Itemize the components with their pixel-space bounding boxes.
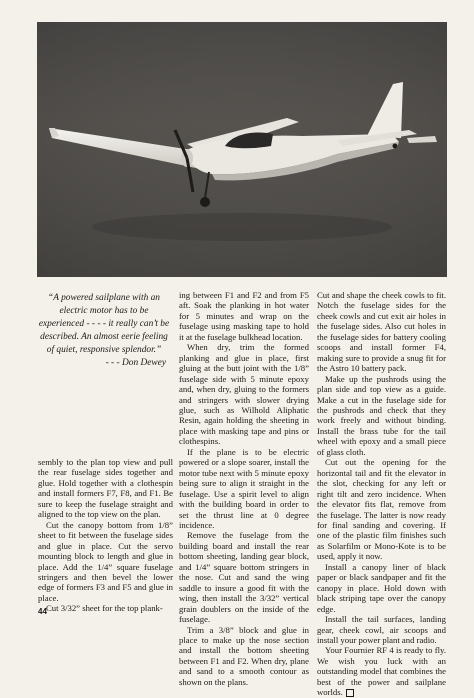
column-3-paragraph: Install a canopy liner of black paper or black sandpaper and fit the canopy in place. Hold down with black striping tape over the canopy edge. [317, 561, 446, 614]
column-3-paragraph: Make up the pushrods using the plan side and top view as a guide. Make a cut in the fuselage side for the pushrods and check that they work freely and without binding. Install the brass tube for the tail wheel with epoxy and a small piece of glass cloth. [317, 373, 446, 457]
pull-quote-text: “A powered sailplane with an electric motor has to be experienced - - - - it really can’t be described. An almost eerie feeling of quiet, responsive splendor.” [38, 293, 170, 356]
column-2-paragraph: Trim a 3/8” block and glue in place to make up the nose section and install the bottom sheeting between F1 and F2. When dry, plane and sand to a smooth contour as shown on the plans. [179, 624, 309, 687]
column-1-paragraph: sembly to the plan top view and pull the rear fuselage sides together and glue. Hold together with a clothespin and install formers F7, F8, and F1. Be sure to keep the fuselage straight and aligned to the top view on the plan. [38, 457, 173, 520]
column-3-paragraph: Install the tail surfaces, landing gear, cheek cowl, air scoops and install your power plant and radio. [317, 614, 446, 645]
column-2-paragraph: ing between F1 and F2 and from F5 aft. Soak the planking in hot water for 5 minutes and wrap on the fuselage using masking tape to hold it at the fuselage bulkhead location. [179, 290, 309, 342]
column-3-final-text: Your Fournier RF 4 is ready to fly. We wish you luck with an outstanding model that combines the best of the power and sailplane worlds. [317, 645, 446, 698]
article-column-2 [179, 290, 309, 687]
airplane-photo [37, 22, 447, 277]
column-3-paragraph: Cut and shape the cheek cowls to fit. Notch the fuselage sides for the cheek cowls and cut exit air holes in the fuselage sides. Also cut holes in the fuselage sides for battery cooling scoops and install former F4, making sure to provide a snug fit for the Astro 10 battery pack. [317, 290, 446, 374]
column-3-paragraph: Cut out the opening for the horizontal tail and fit the elevator in the slot, checking for any left or right tilt and zero incidence. When the elevator fits flat, remove from the fuselage. The latter is now ready for final sanding and covering. If one of the plastic film finishes such as Solarfilm or Mono-Kote is to be used, apply it now. [317, 457, 446, 562]
end-mark-icon [346, 689, 354, 697]
page-number: 44 [38, 607, 47, 616]
article-column-3 [317, 290, 446, 698]
column-2-paragraph: When dry, trim the formed planking and glue in place, first gluing at the butt joint with the 1/8” fuselage side with 5 minute epoxy and, when dry, gluing to the formers and stringers with slower drying glue, such as Wilhold Aliphatic Resin, again holding the sheeting in place with masking tape and pins or clothespins. [179, 342, 309, 447]
pull-quote-attribution: - - - Don Dewey [105, 358, 166, 369]
column-2-paragraph: Remove the fuselage from the building board and install the rear bottom sheeting, landing gear block, and 1/4” square bottom stringers in the nose. Cut and sand the wing saddle to insure a good fit with the wing, then install the 3/32” vertical grain doublers on the inside of the fuselage. [179, 530, 309, 625]
pull-quote [38, 292, 170, 371]
column-2-paragraph: If the plane is to be electric powered or a slope soarer, install the motor tube next with 5 minute epoxy being sure to align it straight in the fuselage. Use a spirit level to align with the building board in order to set the thrust line at 0 degree incidence. [179, 446, 309, 530]
column-3-paragraph-final [317, 645, 446, 697]
column-1-paragraph: Cut the canopy bottom from 1/8” sheet to fit between the fuselage sides and glue in place. Cut the servo mounting block to length and glue in place. Add the 1/4” square fuselage stringers and then bevel the lower edge of formers F3 and F5 and glue in place. [38, 519, 173, 603]
column-1-paragraph: Cut 3/32” sheet for the top plank- [46, 603, 163, 614]
airplane-illustration [37, 22, 447, 277]
article-column-1 [38, 457, 173, 614]
